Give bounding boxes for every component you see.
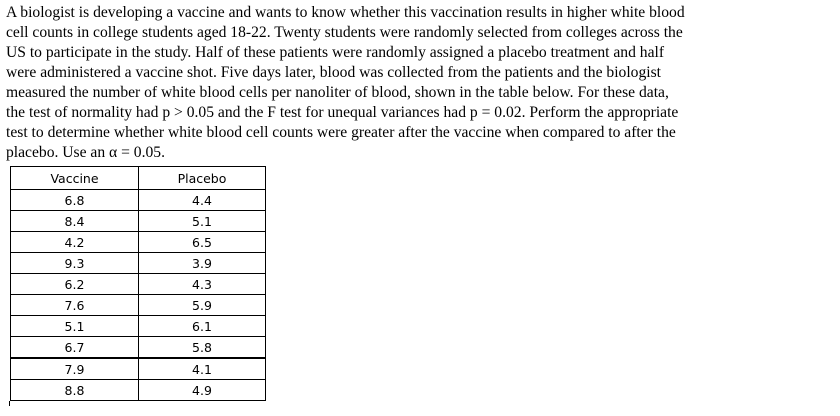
table-row xyxy=(11,253,266,274)
data-table xyxy=(10,166,266,401)
vaccine-cell: 7.6 xyxy=(11,295,139,316)
problem-line: were administered a vaccine shot. Five days later, blood was collected from the patients and the biologist xyxy=(6,64,661,81)
table-row xyxy=(11,295,266,316)
vaccine-cell: 8.4 xyxy=(11,211,139,232)
placebo-cell: 3.9 xyxy=(139,253,266,274)
placebo-cell: 6.5 xyxy=(139,232,266,253)
table-row xyxy=(11,232,266,253)
problem-line: the test of normality had p > 0.05 and the F test for unequal variances had p = 0.02. Perform the appropriate xyxy=(6,104,679,121)
table-row xyxy=(11,380,266,401)
placebo-cell: 4.9 xyxy=(139,380,266,401)
vaccine-cell: 9.3 xyxy=(11,253,139,274)
vaccine-cell: 6.2 xyxy=(11,274,139,295)
vaccine-cell: 6.8 xyxy=(11,190,139,211)
table-header-row xyxy=(11,167,266,190)
placebo-cell: 4.4 xyxy=(139,190,266,211)
table-row xyxy=(11,358,266,380)
placebo-cell: 5.9 xyxy=(139,295,266,316)
problem-line: US to participate in the study. Half of these patients were randomly assigned a placebo treatment and half xyxy=(6,44,665,61)
table-row xyxy=(11,211,266,232)
placebo-cell: 5.8 xyxy=(139,337,266,359)
placebo-cell: 4.3 xyxy=(139,274,266,295)
problem-line: placebo. Use an α = 0.05. xyxy=(6,144,165,161)
table-row xyxy=(11,190,266,211)
vaccine-cell: 4.2 xyxy=(11,232,139,253)
problem-line: measured the number of white blood cells per nanoliter of blood, shown in the table below. For these data, xyxy=(6,84,669,101)
vaccine-cell: 5.1 xyxy=(11,316,139,337)
placebo-cell: 6.1 xyxy=(139,316,266,337)
table-row xyxy=(11,316,266,337)
table-row xyxy=(11,337,266,359)
problem-line: test to determine whether white blood cell counts were greater after the vaccine when compared to after the xyxy=(6,124,676,141)
table-row xyxy=(11,274,266,295)
problem-statement xyxy=(6,3,836,163)
placebo-cell: 5.1 xyxy=(139,211,266,232)
placebo-column-header: Placebo xyxy=(139,167,266,190)
vaccine-column-header: Vaccine xyxy=(11,167,139,190)
vaccine-cell: 8.8 xyxy=(11,380,139,401)
placebo-cell: 4.1 xyxy=(139,358,266,380)
vaccine-cell: 6.7 xyxy=(11,337,139,359)
vaccine-cell: 7.9 xyxy=(11,358,139,380)
stray-mark xyxy=(9,401,10,406)
problem-line: A biologist is developing a vaccine and wants to know whether this vaccination results in higher white blood xyxy=(6,4,685,21)
problem-line: cell counts in college students aged 18-22. Twenty students were randomly selected from colleges across the xyxy=(6,24,683,41)
